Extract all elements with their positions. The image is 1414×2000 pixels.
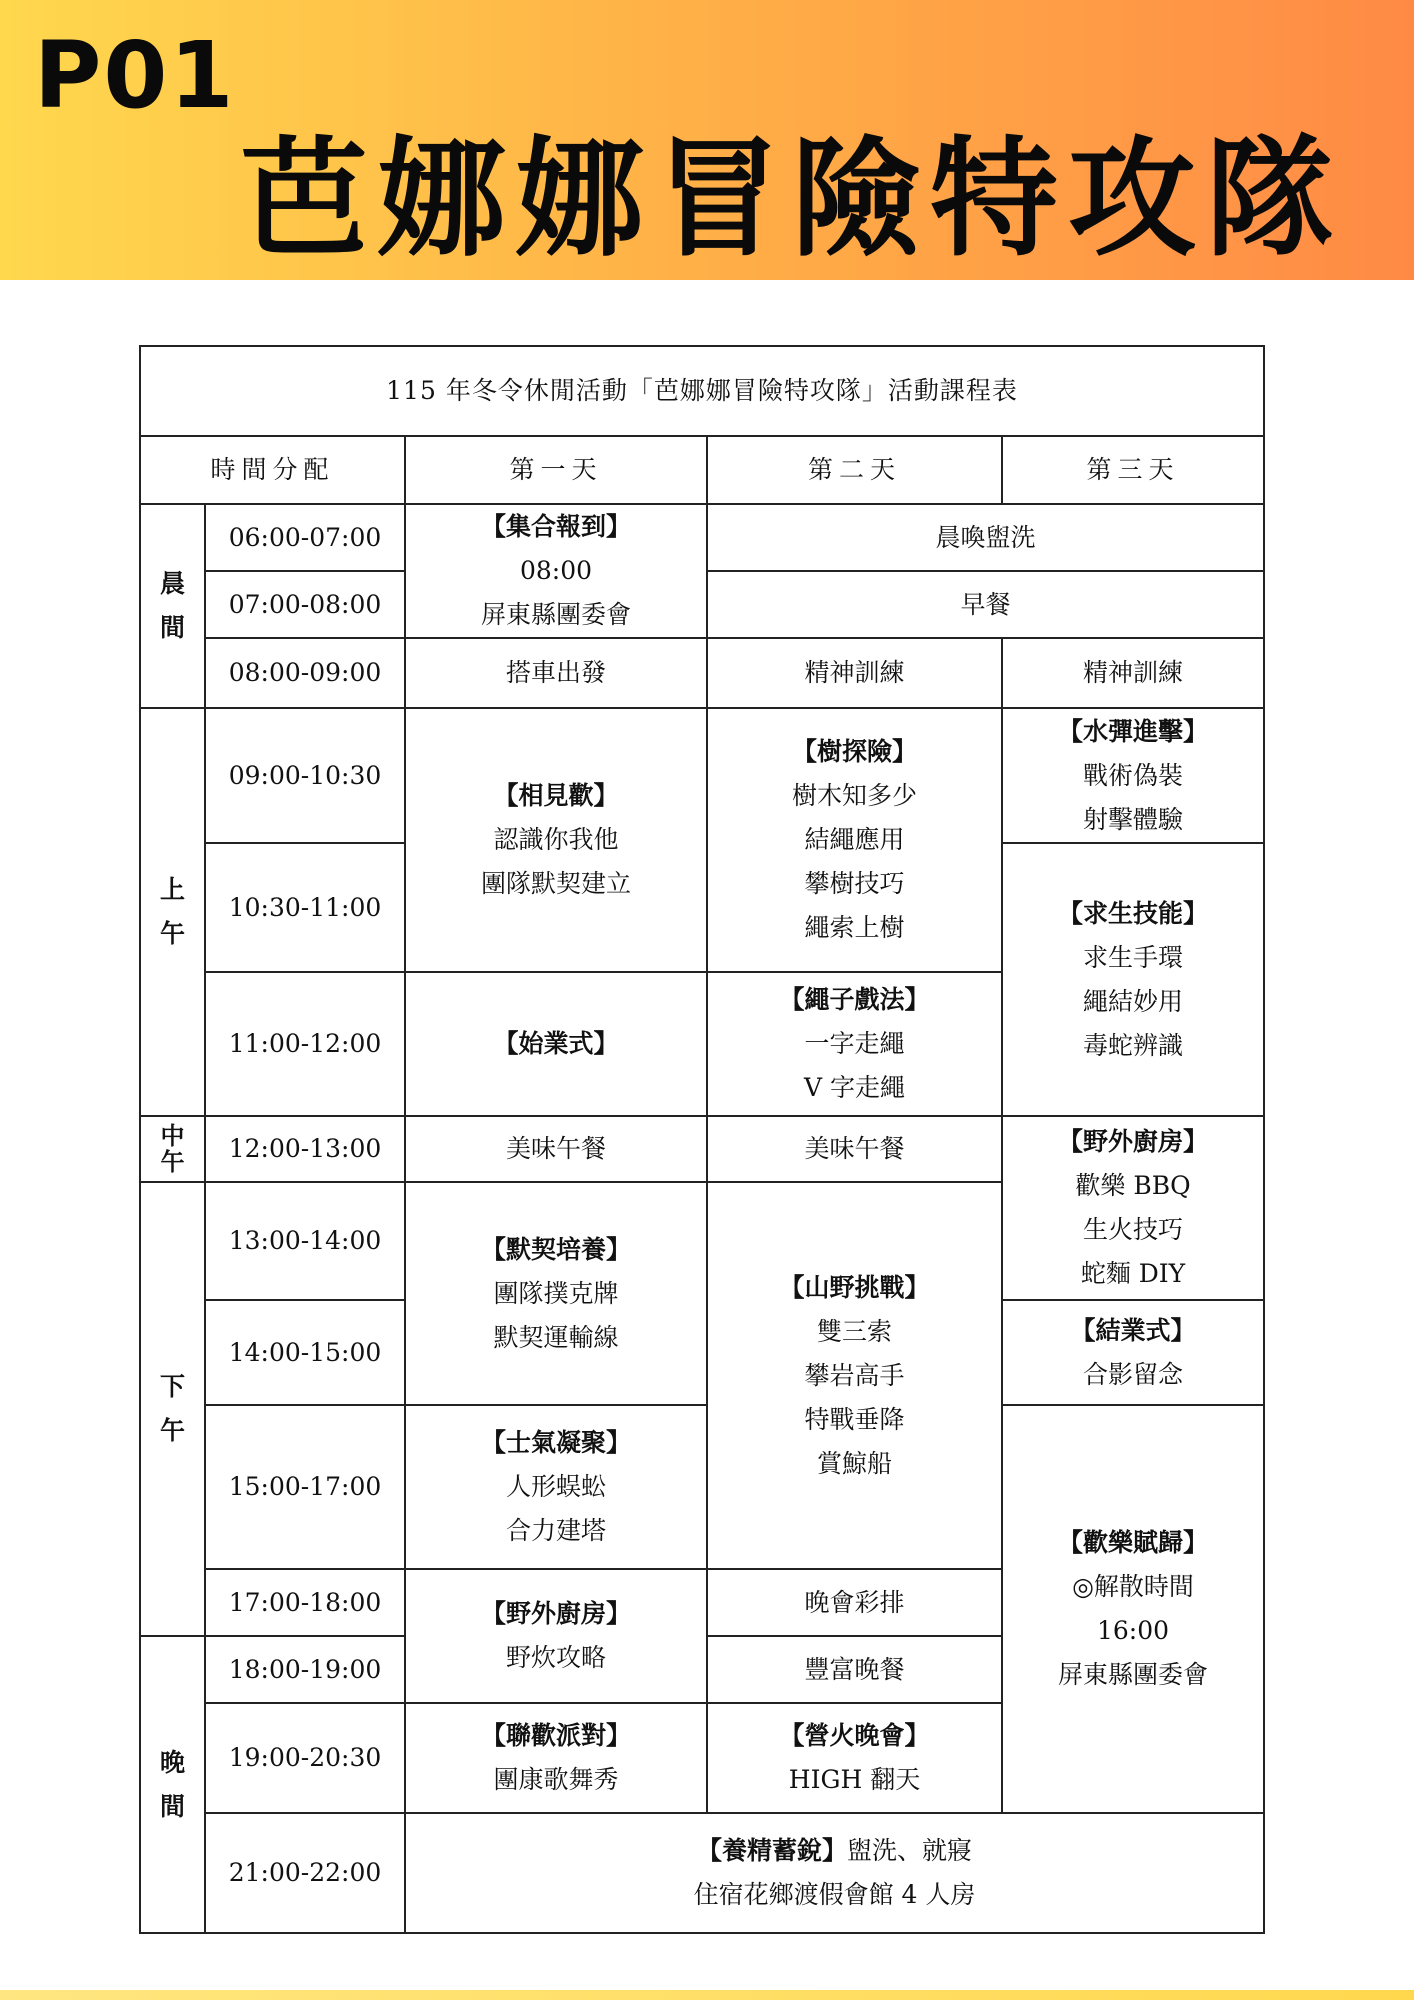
period-afternoon: 下 午	[140, 1182, 205, 1636]
column-header-day2: 第二天	[707, 436, 1002, 504]
cell-tree-adventure: 【樹探險】 樹木知多少 結繩應用 攀樹技巧 繩索上樹	[707, 708, 1002, 972]
time-slot: 19:00-20:30	[205, 1703, 405, 1813]
cell-gather: 【集合報到】 08:00 屏東縣團委會	[405, 504, 707, 638]
cell-mountain-challenge: 【山野挑戰】 雙三索 攀岩高手 特戰垂降 賞鯨船	[707, 1182, 1002, 1569]
cell-field-kitchen-day3: 【野外廚房】 歡樂 BBQ 生火技巧 蛇麵 DIY	[1002, 1116, 1264, 1300]
time-slot: 07:00-08:00	[205, 571, 405, 638]
cell-breakfast: 早餐	[707, 571, 1264, 638]
cell-lunch-day1: 美味午餐	[405, 1116, 707, 1182]
time-slot: 13:00-14:00	[205, 1182, 405, 1300]
time-slot: 11:00-12:00	[205, 972, 405, 1116]
activity-code: P01	[34, 22, 236, 129]
cell-wakeup: 晨喚盥洗	[707, 504, 1264, 571]
period-noon: 中 午	[140, 1116, 205, 1182]
cell-morale: 【士氣凝聚】 人形蜈蚣 合力建塔	[405, 1405, 707, 1569]
cell-rehearsal: 晚會彩排	[707, 1569, 1002, 1636]
cell-water-attack: 【水彈進擊】 戰術偽裝 射擊體驗	[1002, 708, 1264, 843]
cell-farewell: 【歡樂賦歸】 ◎解散時間 16:00 屏東縣團委會	[1002, 1405, 1264, 1813]
schedule-heading: 115 年冬令休閒活動「芭娜娜冒險特攻隊」活動課程表	[140, 346, 1264, 436]
time-slot: 08:00-09:00	[205, 638, 405, 708]
cell-spirit-day3: 精神訓練	[1002, 638, 1264, 708]
title-banner	[0, 0, 1414, 280]
cell-rest: 【養精蓄銳】盥洗、就寢 住宿花鄉渡假會館 4 人房	[405, 1813, 1264, 1933]
cell-closing-ceremony: 【結業式】 合影留念	[1002, 1300, 1264, 1405]
time-slot: 14:00-15:00	[205, 1300, 405, 1405]
period-evening: 晚 間	[140, 1636, 205, 1933]
bottom-strip	[0, 1990, 1414, 2000]
cell-party: 【聯歡派對】 團康歌舞秀	[405, 1703, 707, 1813]
schedule-table	[139, 345, 1265, 1934]
time-slot: 17:00-18:00	[205, 1569, 405, 1636]
period-forenoon: 上 午	[140, 708, 205, 1116]
cell-dinner: 豐富晚餐	[707, 1636, 1002, 1703]
activity-title: 芭娜娜冒險特攻隊	[240, 125, 1345, 274]
cell-campfire: 【營火晚會】 HIGH 翻天	[707, 1703, 1002, 1813]
time-slot: 21:00-22:00	[205, 1813, 405, 1933]
time-slot: 09:00-10:30	[205, 708, 405, 843]
column-header-day1: 第一天	[405, 436, 707, 504]
time-slot: 18:00-19:00	[205, 1636, 405, 1703]
time-slot: 15:00-17:00	[205, 1405, 405, 1569]
period-morning: 晨 間	[140, 504, 205, 708]
cell-opening-ceremony: 【始業式】	[405, 972, 707, 1116]
column-header-day3: 第三天	[1002, 436, 1264, 504]
cell-spirit-day2: 精神訓練	[707, 638, 1002, 708]
cell-rope-tricks: 【繩子戲法】 一字走繩 V 字走繩	[707, 972, 1002, 1116]
time-slot: 10:30-11:00	[205, 843, 405, 972]
cell-lunch-day2: 美味午餐	[707, 1116, 1002, 1182]
cell-survival-skills: 【求生技能】 求生手環 繩結妙用 毒蛇辨識	[1002, 843, 1264, 1116]
column-header-time: 時間分配	[140, 436, 405, 504]
cell-field-kitchen-day1: 【野外廚房】 野炊攻略	[405, 1569, 707, 1703]
cell-depart: 搭車出發	[405, 638, 707, 708]
time-slot: 06:00-07:00	[205, 504, 405, 571]
time-slot: 12:00-13:00	[205, 1116, 405, 1182]
cell-meet: 【相見歡】 認識你我他 團隊默契建立	[405, 708, 707, 972]
cell-tacit-training: 【默契培養】 團隊撲克牌 默契運輸線	[405, 1182, 707, 1405]
